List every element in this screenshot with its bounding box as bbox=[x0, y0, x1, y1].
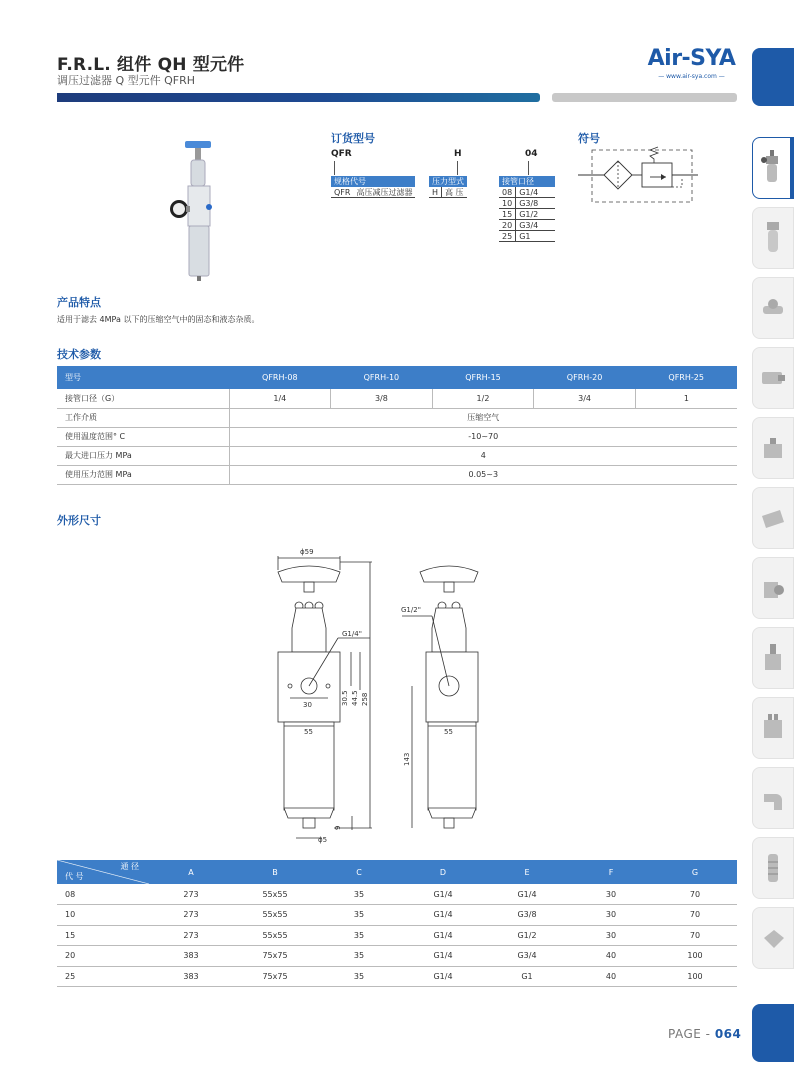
table-cell: 25 bbox=[57, 966, 149, 987]
order-code-series: QFR bbox=[331, 149, 352, 159]
dims-col-header: G bbox=[653, 860, 737, 884]
table-cell: G1 bbox=[485, 966, 569, 987]
spec-code-header: 规格代号 bbox=[331, 176, 415, 187]
table-cell: 70 bbox=[653, 905, 737, 926]
table-cell: 08 bbox=[57, 884, 149, 905]
valve-icon bbox=[760, 288, 786, 328]
tech-cell: 4 bbox=[229, 446, 737, 465]
table-cell: G1/4 bbox=[401, 925, 485, 946]
port-size-key: 20 bbox=[499, 220, 516, 230]
table-cell: 55x55 bbox=[233, 884, 317, 905]
dim-44-5: 44.5 bbox=[351, 690, 359, 706]
corner-bore-label: 通 径 bbox=[120, 862, 139, 871]
tech-cell: 3/8 bbox=[331, 389, 433, 408]
tech-col-header: QFRH-08 bbox=[229, 366, 331, 389]
port-size-row bbox=[499, 198, 555, 209]
port-size-value: G1 bbox=[519, 232, 531, 241]
tech-col-header: QFRH-15 bbox=[432, 366, 534, 389]
header-bar-gray bbox=[552, 93, 737, 102]
table-cell: 100 bbox=[653, 946, 737, 967]
silencer-icon bbox=[760, 848, 786, 888]
pneumatic-symbol-icon bbox=[578, 145, 698, 205]
tech-col-header: QFRH-20 bbox=[534, 366, 636, 389]
port-size-header: 接管口径 bbox=[499, 176, 555, 187]
table-cell: 75x75 bbox=[233, 946, 317, 967]
product-photo bbox=[165, 137, 245, 282]
table-row bbox=[57, 966, 737, 987]
table-cell: G1/4 bbox=[401, 966, 485, 987]
corner-code-label: 代 号 bbox=[65, 872, 84, 881]
port-size-row bbox=[499, 231, 555, 242]
table-cell: 10 bbox=[57, 905, 149, 926]
tech-row-maxp bbox=[57, 446, 737, 465]
dimension-table bbox=[57, 860, 737, 987]
filter-icon bbox=[760, 218, 786, 258]
block-icon bbox=[760, 428, 786, 468]
table-cell: 40 bbox=[569, 966, 653, 987]
table-cell: G1/4 bbox=[401, 884, 485, 905]
port-size-row bbox=[499, 187, 555, 198]
table-cell: 15 bbox=[57, 925, 149, 946]
spec-code-box bbox=[331, 176, 415, 198]
dims-header-row bbox=[57, 860, 737, 884]
tech-row-label: 使用压力范围 MPa bbox=[57, 465, 229, 484]
table-cell: 383 bbox=[149, 966, 233, 987]
solenoid-icon bbox=[760, 568, 786, 608]
table-cell: 30 bbox=[569, 884, 653, 905]
tech-cell: 0.05~3 bbox=[229, 465, 737, 484]
table-cell: G3/8 bbox=[485, 905, 569, 926]
dim-143: 143 bbox=[403, 752, 411, 766]
dim-55-left: 55 bbox=[304, 728, 313, 736]
port-size-key: 08 bbox=[499, 187, 516, 197]
header-bar-blue bbox=[57, 93, 540, 102]
pressure-type-value: 高 压 bbox=[445, 188, 464, 197]
table-cell: 100 bbox=[653, 966, 737, 987]
tech-row-temp bbox=[57, 427, 737, 446]
tech-cell: 1/2 bbox=[432, 389, 534, 408]
table-cell: 273 bbox=[149, 884, 233, 905]
table-cell: 273 bbox=[149, 905, 233, 926]
table-cell: 35 bbox=[317, 925, 401, 946]
spec-code-row bbox=[331, 187, 415, 198]
dims-col-header: C bbox=[317, 860, 401, 884]
table-row bbox=[57, 884, 737, 905]
gripper-icon bbox=[760, 498, 786, 538]
dim-diameter-59: ϕ59 bbox=[300, 548, 314, 556]
dims-corner-header bbox=[57, 860, 149, 884]
page-number-value: 064 bbox=[714, 1027, 742, 1041]
port-size-key: 15 bbox=[499, 209, 516, 219]
side-tab-regulator-filter[interactable] bbox=[752, 137, 794, 199]
page-title: F.R.L. 组件 QH 型元件 bbox=[57, 55, 245, 75]
tech-row-range bbox=[57, 465, 737, 484]
dim-30-5: 30.5 bbox=[341, 690, 349, 706]
page-prefix: PAGE - bbox=[668, 1027, 715, 1041]
tech-col-header: QFRH-25 bbox=[635, 366, 737, 389]
tech-cell: 1/4 bbox=[229, 389, 331, 408]
pressure-type-key: H bbox=[429, 187, 442, 197]
side-tab-cylinder[interactable] bbox=[752, 347, 794, 409]
port-size-key: 10 bbox=[499, 198, 516, 208]
table-cell: 273 bbox=[149, 925, 233, 946]
side-tab-block[interactable] bbox=[752, 417, 794, 479]
tech-row-port bbox=[57, 389, 737, 408]
features-text: 适用于滤去 4MPa 以下的压缩空气中的固态和液态杂质。 bbox=[57, 315, 260, 324]
side-tab-valve[interactable] bbox=[752, 277, 794, 339]
chapter-tab[interactable] bbox=[752, 48, 794, 106]
tech-cell: 1 bbox=[635, 389, 737, 408]
port-size-value: G3/8 bbox=[519, 199, 539, 208]
page-subtitle: 调压过滤器 Q 型元件 QFRH bbox=[57, 74, 196, 87]
pressure-type-header: 压力型式 bbox=[429, 176, 467, 187]
tech-row-label: 使用温度范围° C bbox=[57, 427, 229, 446]
cylinder-icon bbox=[760, 358, 786, 398]
dims-col-header: E bbox=[485, 860, 569, 884]
tech-cell: 3/4 bbox=[534, 389, 636, 408]
side-tab-manifold[interactable] bbox=[752, 627, 794, 689]
dimension-drawing bbox=[260, 540, 500, 850]
table-cell: 70 bbox=[653, 884, 737, 905]
dimensions-heading: 外形尺寸 bbox=[57, 514, 101, 527]
table-cell: G3/4 bbox=[485, 946, 569, 967]
side-tab-solenoid[interactable] bbox=[752, 557, 794, 619]
port-size-row bbox=[499, 220, 555, 231]
side-tab-gripper[interactable] bbox=[752, 487, 794, 549]
port-size-row bbox=[499, 209, 555, 220]
dims-col-header: B bbox=[233, 860, 317, 884]
dim-30: 30 bbox=[303, 701, 312, 709]
dim-port-g12: G1/2" bbox=[401, 606, 421, 614]
port-size-box bbox=[499, 176, 555, 242]
port-size-value: G3/4 bbox=[519, 221, 539, 230]
tech-row-label: 接管口径（G） bbox=[57, 389, 229, 408]
page-tab[interactable] bbox=[752, 1004, 794, 1062]
table-cell: 40 bbox=[569, 946, 653, 967]
order-connector-3 bbox=[528, 161, 529, 175]
table-cell: 35 bbox=[317, 905, 401, 926]
order-heading: 订货型号 bbox=[331, 132, 375, 145]
tech-heading: 技术参数 bbox=[57, 348, 101, 361]
side-tab-silencer[interactable] bbox=[752, 837, 794, 899]
tech-cell: 压缩空气 bbox=[229, 408, 737, 427]
table-cell: 75x75 bbox=[233, 966, 317, 987]
dim-port-g14: G1/4" bbox=[342, 630, 362, 638]
tech-col-header: 型号 bbox=[57, 366, 229, 389]
table-cell: 383 bbox=[149, 946, 233, 967]
dim-diameter-5: ϕ5 bbox=[318, 836, 328, 844]
port-size-key: 25 bbox=[499, 231, 516, 241]
accessory-icon bbox=[760, 918, 786, 958]
side-tab-filter[interactable] bbox=[752, 207, 794, 269]
manifold-icon bbox=[760, 638, 786, 678]
page-number bbox=[668, 1027, 741, 1041]
table-cell: 70 bbox=[653, 925, 737, 946]
order-code-port: 04 bbox=[525, 149, 538, 159]
pressure-type-row bbox=[429, 187, 467, 198]
tech-header-row bbox=[57, 366, 737, 389]
table-cell: 55x55 bbox=[233, 925, 317, 946]
table-cell: 30 bbox=[569, 905, 653, 926]
dims-col-header: D bbox=[401, 860, 485, 884]
spec-code-value: 高压减压过滤器 bbox=[356, 188, 413, 197]
port-size-value: G1/4 bbox=[519, 188, 539, 197]
side-tab-elbow[interactable] bbox=[752, 767, 794, 829]
symbol-heading: 符号 bbox=[578, 132, 600, 145]
port-size-value: G1/2 bbox=[519, 210, 539, 219]
table-cell: 55x55 bbox=[233, 905, 317, 926]
side-tab-accessory[interactable] bbox=[752, 907, 794, 969]
logo-url: — www.air-sya.com — bbox=[658, 73, 725, 80]
side-tab-fitting[interactable] bbox=[752, 697, 794, 759]
tech-row-label: 最大进口压力 MPa bbox=[57, 446, 229, 465]
dim-55-right: 55 bbox=[444, 728, 453, 736]
table-cell: G1/4 bbox=[401, 946, 485, 967]
table-cell: 20 bbox=[57, 946, 149, 967]
table-cell: G1/2 bbox=[485, 925, 569, 946]
logo-text: Air-SYA bbox=[647, 46, 736, 71]
table-cell: G1/4 bbox=[401, 905, 485, 926]
table-cell: 30 bbox=[569, 925, 653, 946]
features-heading: 产品特点 bbox=[57, 296, 101, 309]
dims-col-header: A bbox=[149, 860, 233, 884]
order-connector-2 bbox=[457, 161, 458, 175]
table-cell: 35 bbox=[317, 946, 401, 967]
tech-row-medium bbox=[57, 408, 737, 427]
tech-params-table bbox=[57, 366, 737, 485]
elbow-icon bbox=[760, 778, 786, 818]
pressure-type-box bbox=[429, 176, 467, 198]
tech-col-header: QFRH-10 bbox=[331, 366, 433, 389]
order-code-pressure: H bbox=[454, 149, 462, 159]
dim-9: 9 bbox=[334, 825, 342, 830]
table-row bbox=[57, 905, 737, 926]
order-connector-1 bbox=[334, 161, 335, 175]
spec-code-key: QFR bbox=[334, 188, 351, 197]
table-row bbox=[57, 946, 737, 967]
tech-row-label: 工作介质 bbox=[57, 408, 229, 427]
tech-cell: -10~70 bbox=[229, 427, 737, 446]
dims-col-header: F bbox=[569, 860, 653, 884]
table-cell: 35 bbox=[317, 966, 401, 987]
fitting-icon bbox=[760, 708, 786, 748]
regulator-filter-icon bbox=[759, 148, 785, 188]
brand-logo[interactable] bbox=[644, 44, 739, 80]
table-row bbox=[57, 925, 737, 946]
table-cell: 35 bbox=[317, 884, 401, 905]
dim-258: 258 bbox=[361, 692, 369, 706]
table-cell: G1/4 bbox=[485, 884, 569, 905]
